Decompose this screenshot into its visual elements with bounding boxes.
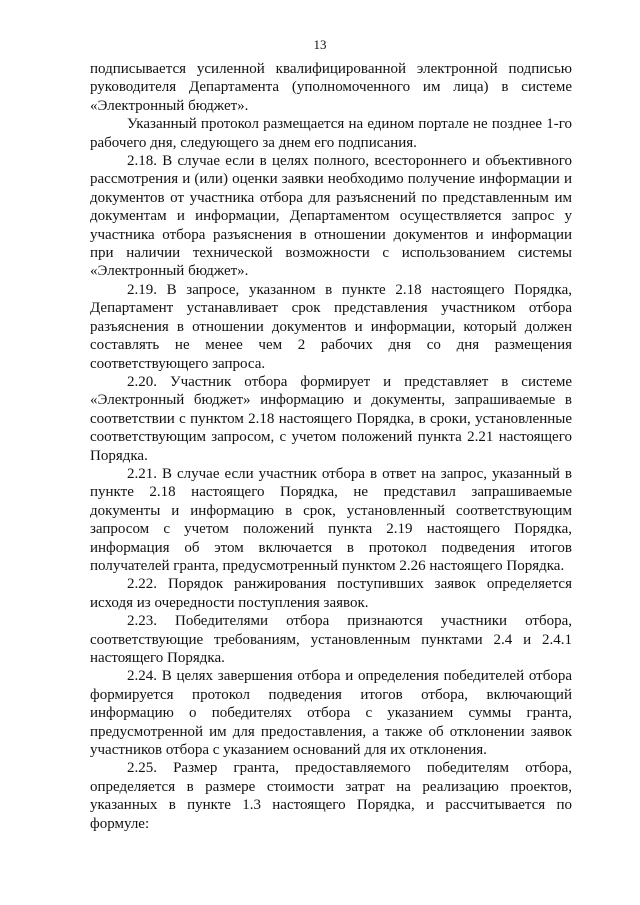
paragraph-2-18: 2.18. В случае если в целях полного, всестороннего и объективного рассмотрения и (или) оценки заявки необходимо получение информации и документов от участника отбора для разъяснений по представленным им документам и информации, Департаментом осуществляется запрос у участника отбора разъяснения в отношении документов и информации при наличии технической возможности с использованием системы «Электронный бюджет». [90, 153, 572, 280]
paragraph-2-19: 2.19. В запросе, указанном в пункте 2.18 настоящего Порядка, Департамент устанавливает срок представления участником отбора разъяснения в отношении документов и информации, который должен составлять не менее чем 2 рабочих дня со дня размещения соответствующего запроса. [90, 281, 572, 372]
paragraph-protocol-publication: Указанный протокол размещается на едином портале не позднее 1-го рабочего дня, следующего за днем его подписания. [90, 116, 572, 151]
paragraph-2-24: 2.24. В целях завершения отбора и определения победителей отбора формируется протокол подведения итогов отбора, включающий информацию о победителях отбора с указанием суммы гранта, предусмотренной им для предоставления, а также об отклонении заявок участников отбора с указанием оснований для их отклонения. [90, 668, 572, 759]
paragraph-2-21: 2.21. В случае если участник отбора в ответ на запрос, указанный в пункте 2.18 настоящего Порядка, не представил запрашиваемые документы и информацию в срок, установленный соответствующим запросом с учетом положений пункта 2.19 настоящего Порядка, информация об этом включается в протокол подведения итогов получателей гранта, предусмотренный пунктом 2.26 настоящего Порядка. [90, 465, 572, 574]
page-number: 13 [313, 37, 327, 52]
paragraph-2-23: 2.23. Победителями отбора признаются участники отбора, соответствующие требованиям, установленным пунктами 2.4 и 2.4.1 настоящего Порядка. [90, 613, 572, 666]
paragraph-2-25: 2.25. Размер гранта, предоставляемого победителям отбора, определяется в размере стоимости затрат на реализацию проектов, указанных в пункте 1.3 настоящего Порядка, и рассчитывается по формуле: [90, 760, 572, 832]
paragraph-2-22: 2.22. Порядок ранжирования поступивших заявок определяется исходя из очередности поступления заявок. [90, 576, 572, 611]
paragraph-2-20: 2.20. Участник отбора формирует и представляет в системе «Электронный бюджет» информацию и документы, запрашиваемые в соответствии с пунктом 2.18 настоящего Порядка, в сроки, установленные соответствующим запросом, с учетом положений пункта 2.21 настоящего Порядка. [90, 373, 572, 464]
paragraph-signature-continuation: подписывается усиленной квалифицированной электронной подписью руководителя Департамента (уполномоченного им лица) в системе «Электронный бюджет». [90, 61, 572, 114]
document-body [90, 60, 572, 833]
